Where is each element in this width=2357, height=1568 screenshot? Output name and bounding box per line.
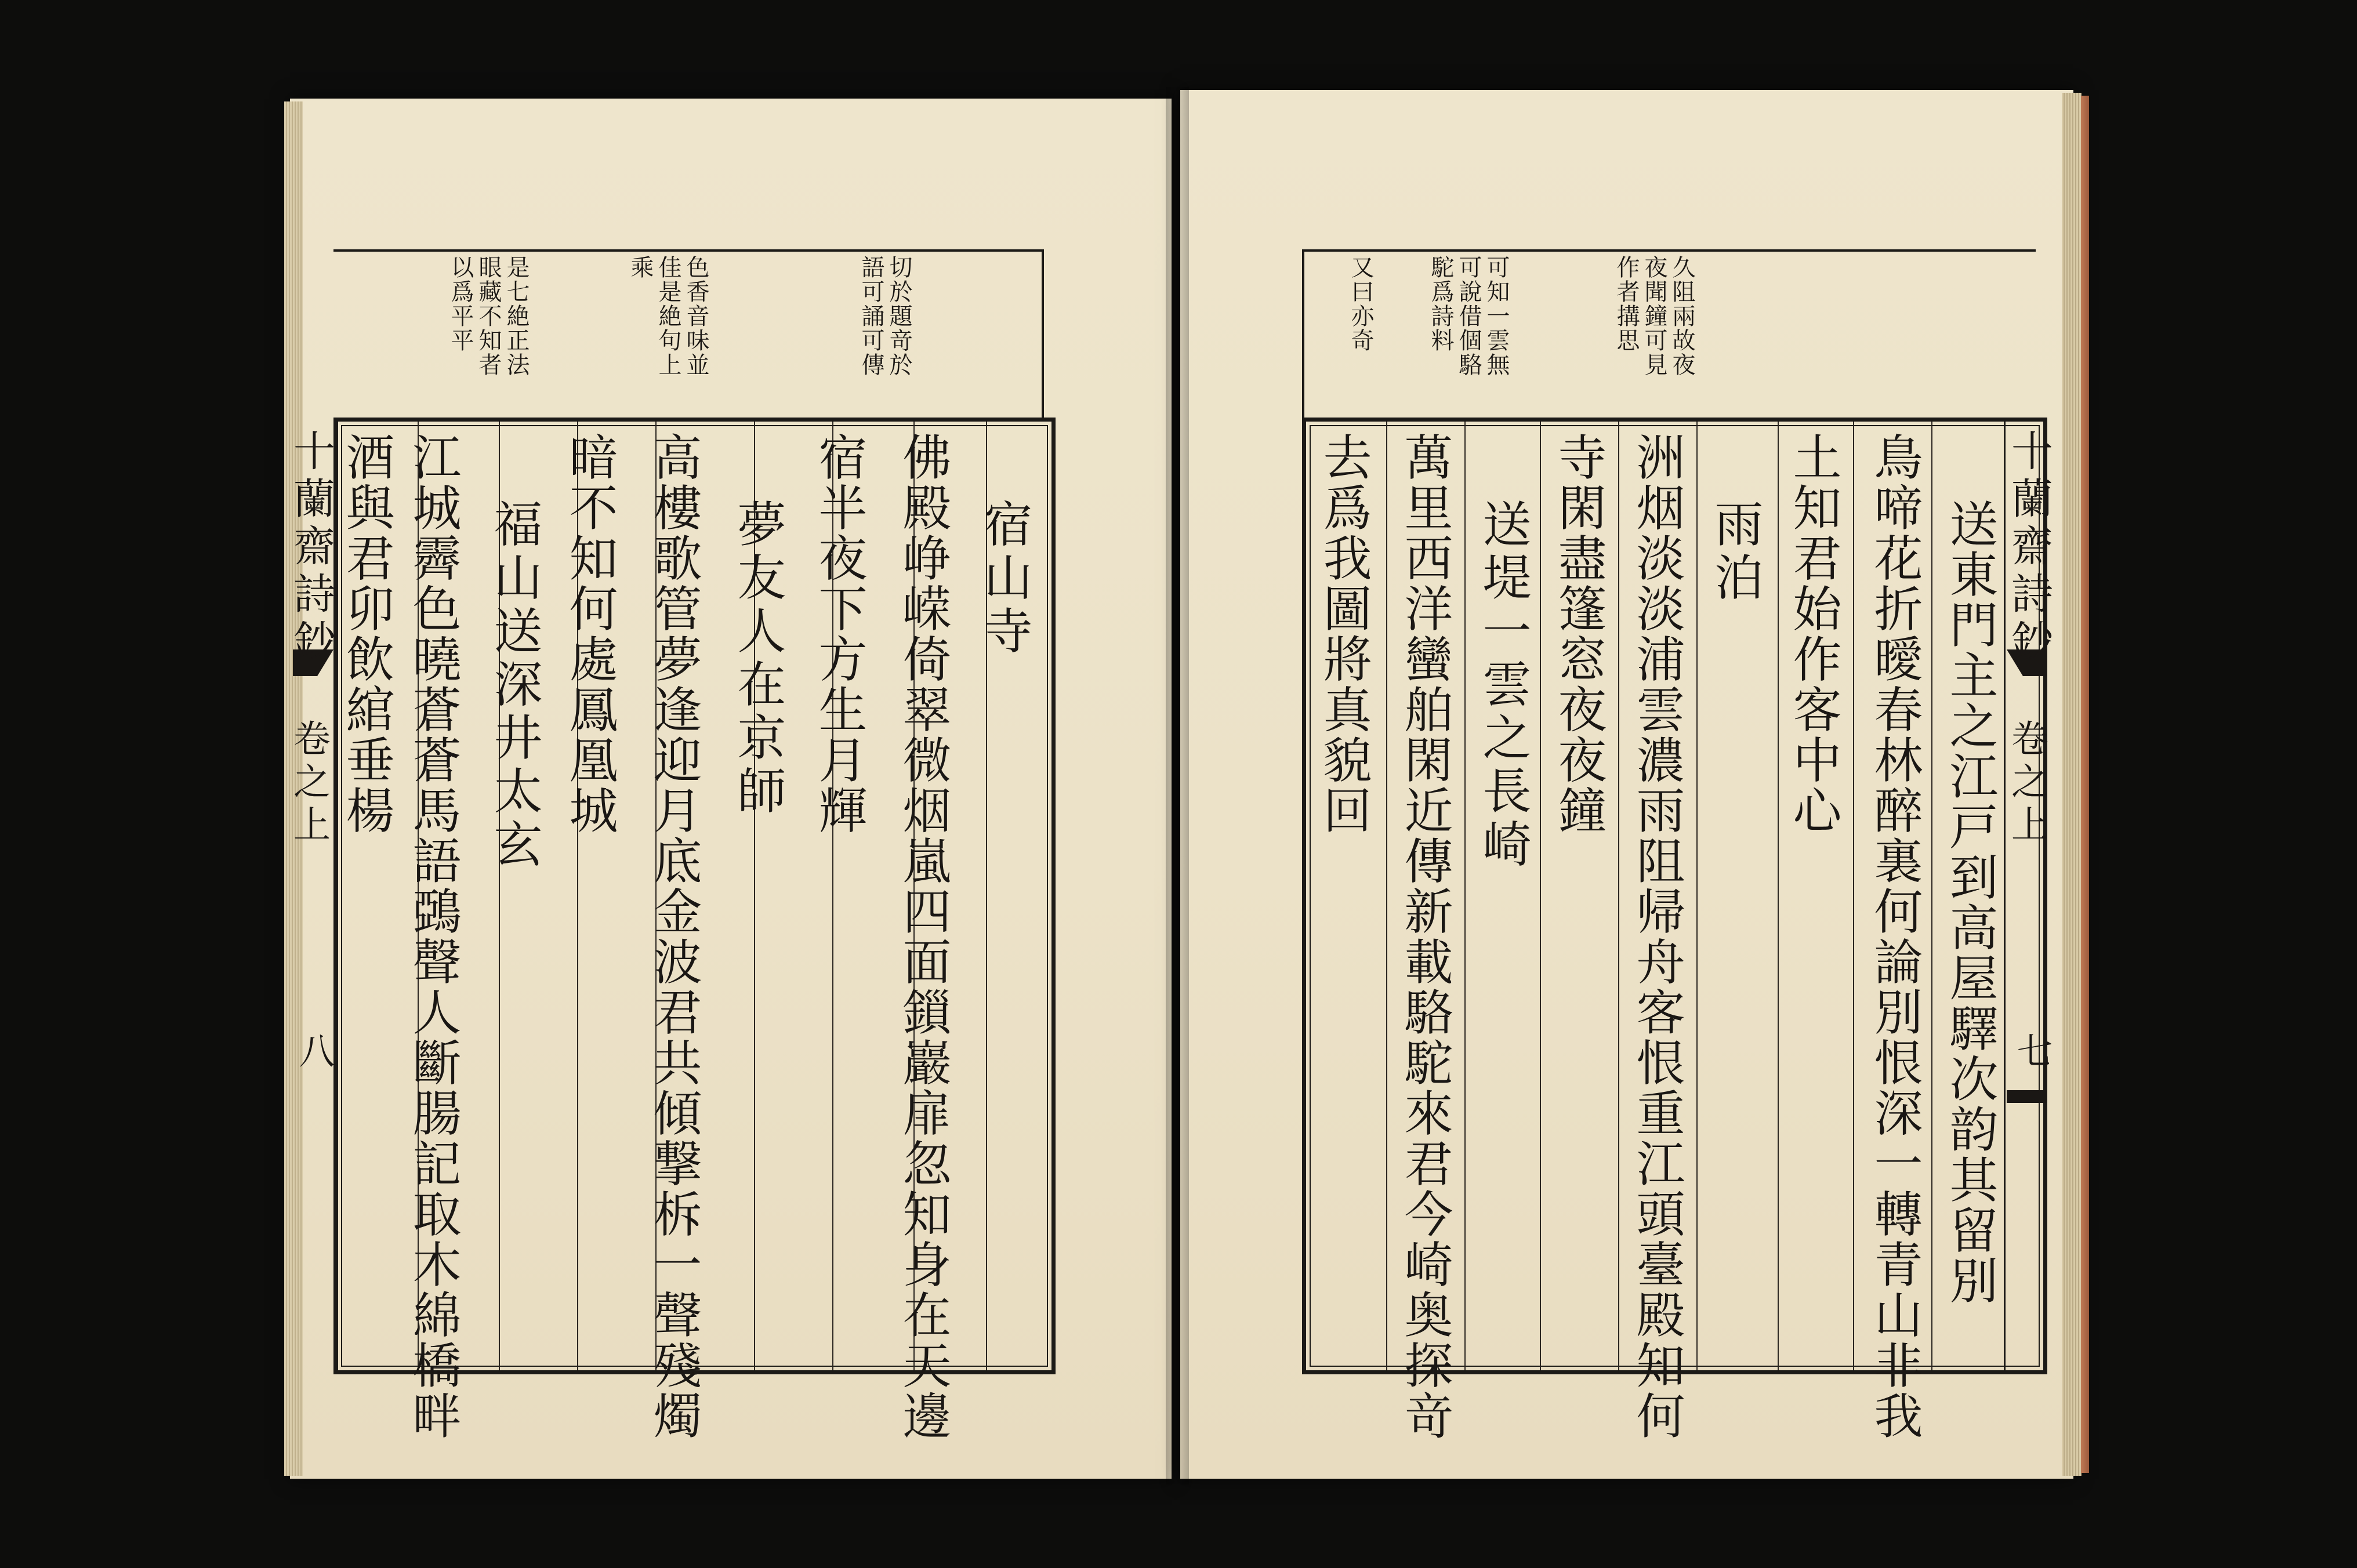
right-poem-title-1: 送東門主之江戸到高屋驛次韵其留別 <box>1942 499 1999 1306</box>
left-headnote-3: 色香音味並 <box>683 255 709 377</box>
left-headnote-4: 佳是絶句上 <box>655 255 681 377</box>
right-column-rule <box>1778 422 1779 1370</box>
right-margin-title: 十蘭齋詩鈔 <box>2004 429 2053 667</box>
right-headnote-3: 作者搆思 <box>1613 255 1640 353</box>
right-headnote-6: 駝爲詩料 <box>1427 255 1454 353</box>
right-column-rule <box>1464 422 1466 1370</box>
right-column-rule <box>1386 422 1387 1370</box>
right-column-rule <box>1853 422 1854 1370</box>
left-poem-line-5: 江城霽色曉蒼蒼馬語鵶聲人斷腸記取木綿橋畔 <box>405 432 462 1441</box>
book-spine <box>1166 87 1189 1484</box>
right-fishtail-mark-lower <box>2007 1090 2047 1103</box>
right-headnote-7: 又曰亦奇 <box>1347 255 1374 353</box>
right-poem-line-3: 洲烟淡淡浦雲濃雨阻帰舟客恨重江頭臺殿知何 <box>1629 432 1685 1441</box>
right-headnote-1: 久阻兩故夜 <box>1669 255 1695 377</box>
right-headnote-5: 可說借個駱 <box>1455 255 1482 377</box>
left-poem-line-2: 宿半夜下方生月輝 <box>811 432 868 836</box>
right-poem-title-3: 送堤一雲之長崎 <box>1475 499 1532 872</box>
cover-edge <box>2081 96 2089 1473</box>
right-headnote-4: 可知一雲無 <box>1483 255 1510 377</box>
right-column-rule <box>1540 422 1541 1370</box>
left-headnote-1: 切於題竒於 <box>886 255 912 377</box>
left-volume-label: 卷之上 <box>287 719 330 848</box>
left-poem-line-6: 酒與君卯飲綰垂楊 <box>338 432 395 836</box>
left-poem-line-3: 高樓歌管夢逢迎月底金波君共傾撃柝一聲殘燭 <box>646 432 702 1441</box>
right-column-rule <box>1931 422 1932 1370</box>
left-headnote-7: 眼藏不知者 <box>475 255 502 377</box>
left-poem-title-2: 夢友人在京師 <box>730 499 786 819</box>
left-headnote-2: 語可誦可傳 <box>858 255 884 377</box>
right-poem-line-6: 去爲我圖將真貌回 <box>1315 432 1372 836</box>
right-folio-number: 七 <box>2011 1032 2053 1074</box>
left-headnote-5: 乘 <box>627 255 654 280</box>
left-poem-line-1: 佛殿峥嵘倚翠微烟嵐四面鎻巖扉忽知身在天邊 <box>895 432 952 1441</box>
left-headnote-8: 以爲平平 <box>447 255 474 353</box>
right-column-rule <box>1618 422 1619 1370</box>
left-margin-title: 十蘭齋詩鈔 <box>287 429 335 667</box>
right-poem-line-5: 萬里西洋蠻舶閑近傳新載駱駝來君今崎奥探竒 <box>1397 432 1453 1441</box>
right-poem-line-1: 鳥啼花折曖春林醉裏何論別恨深一轉青山非我 <box>1866 432 1923 1441</box>
left-folio-number: 八 <box>293 1032 335 1074</box>
right-poem-line-4: 寺閑盡篷窓夜夜鐘 <box>1550 432 1607 836</box>
right-page-stack <box>2062 93 2082 1476</box>
left-poem-line-4: 暗不知何處鳳凰城 <box>561 432 618 836</box>
left-poem-title-3: 福山送深井太玄 <box>486 499 543 872</box>
left-headnote-6: 是七絶正法 <box>503 255 530 377</box>
left-poem-title-1: 宿山寺 <box>976 499 1033 659</box>
right-column-rule <box>1696 422 1698 1370</box>
right-poem-title-2: 雨泊 <box>1707 499 1764 605</box>
right-headnote-2: 夜聞鐘可見 <box>1641 255 1667 377</box>
right-poem-line-2: 土知君始作客中心 <box>1785 432 1842 836</box>
right-volume-label: 卷之上 <box>2005 719 2048 848</box>
